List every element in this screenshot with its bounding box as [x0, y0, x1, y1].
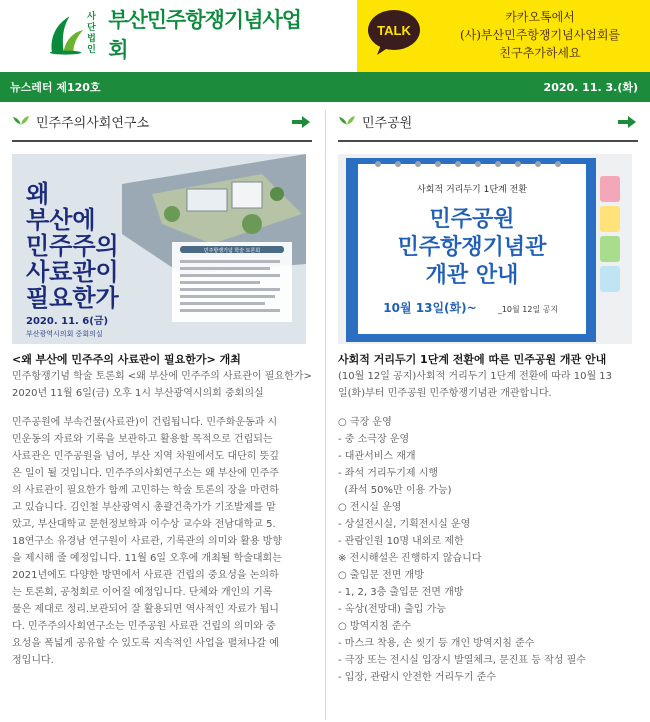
more-arrow-icon[interactable] — [292, 116, 310, 128]
symposium-poster[interactable] — [12, 154, 306, 344]
poster-venue: 부산광역시의회 중회의실 — [26, 330, 103, 338]
list-item: - 입장, 관람시 안전한 거리두기 준수 — [338, 672, 496, 683]
body-line: 았고, 부산대학교 문헌정보학과 이수상 교수와 전남대학교 5. — [12, 519, 276, 530]
section-header-park — [338, 102, 638, 142]
logo[interactable] — [46, 6, 316, 62]
poster-date: 2020. 11. 6(금) — [26, 316, 109, 327]
article-subtitle: 민주항쟁기념 학술 토론회 <왜 부산에 민주주의 사료관이 필요한가> — [12, 371, 312, 382]
kakao-talk-label: TALK — [377, 23, 411, 38]
subtitle-line: (10월 12일 공지)사회적 거리두기 1단계 전환에 따라 10월 13 — [338, 371, 613, 382]
poster-line-5: 필요한가 — [26, 284, 119, 312]
more-arrow-icon[interactable] — [618, 116, 636, 128]
article-subtitle — [338, 368, 638, 402]
kakao-talk-icon — [367, 9, 421, 57]
list-item: - 관람인원 10명 내외로 제한 — [338, 536, 464, 547]
notice-list — [338, 414, 638, 686]
list-item: (좌석 50%만 이용 가능) — [338, 485, 452, 496]
reopening-poster[interactable] — [338, 154, 632, 344]
poster-line-1: 민주공원 — [429, 207, 515, 232]
sprout-icon — [12, 114, 30, 128]
poster-badge: 민주항쟁기념 학술 토론회 — [203, 248, 261, 254]
logo-small-text — [87, 12, 104, 56]
list-item: ○ 출입문 전면 개방 — [338, 570, 424, 581]
list-item: - 극장 또는 전시실 입장시 발열체크, 문진표 등 작성 필수 — [338, 655, 586, 666]
list-item: ○ 전시실 운영 — [338, 502, 402, 513]
body-line: 사료관은 민주공원을 넘어, 부산 지역 차원에서도 대단히 뜻깊 — [12, 451, 279, 462]
poster-top: 사회적 거리두기 1단계 전환 — [417, 185, 527, 195]
list-item: - 중 소극장 운영 — [338, 434, 410, 445]
sprout-icon — [338, 114, 356, 128]
list-item: ○ 방역지침 준수 — [338, 621, 412, 632]
logo-mark-icon — [46, 12, 85, 56]
section-header-research — [12, 102, 312, 142]
poster-note: _10월 12일 공지 — [497, 305, 559, 314]
article-body — [12, 414, 312, 669]
newsletter-issue: 뉴스레터 제120호 — [10, 81, 101, 94]
list-item: ○ 극장 운영 — [338, 417, 392, 428]
article-title[interactable]: 사회적 거리두기 1단계 전환에 따른 민주공원 개관 안내 — [338, 353, 607, 366]
poster-line-3: 개관 안내 — [425, 263, 519, 288]
article-title[interactable]: <왜 부산에 민주주의 사료관이 필요한가> 개최 — [12, 353, 241, 366]
kakao-text — [435, 8, 645, 62]
body-line: 2021년에도 다양한 방면에서 사료관 건립의 중요성을 논의하 — [12, 570, 279, 581]
article-schedule: 2020년 11월 6일(금) 오후 1시 부산광역시의회 중회의실 — [12, 388, 264, 399]
poster-line-2: 민주항쟁기념관 — [397, 235, 547, 260]
poster-date: 10월 13일(화)~ — [383, 301, 477, 315]
list-item: - 1, 2, 3층 출입문 전면 개방 — [338, 587, 464, 598]
body-line: 을 제시해 줄 예정입니다. 11월 6일 오후에 개최될 학술대회는 — [12, 553, 282, 564]
kakao-line-2: (사)부산민주항쟁기념사업회를 — [459, 28, 621, 42]
logo-name: 부산민주항쟁기념사업회 — [108, 8, 302, 62]
kakao-line-1: 카카오톡에서 — [505, 10, 575, 24]
section-title: 민주공원 — [362, 115, 413, 131]
body-line: 는 토론회, 공청회로 이어질 예정입니다. 단체와 개인의 기록 — [12, 587, 273, 598]
body-line: 요성을 폭넓게 공유할 수 있도록 지속적인 사업을 펼쳐나갈 예 — [12, 638, 279, 649]
left-column — [12, 102, 312, 669]
newsletter-bar — [0, 72, 650, 102]
poster-line-3: 민주주의 — [26, 232, 119, 260]
content-columns — [0, 102, 650, 722]
body-line: 민주공원에 부속건물(사료관)이 건립됩니다. 민주화운동과 시 — [12, 417, 278, 428]
symposium-poster-image — [12, 154, 306, 344]
logo-small-1: 사단 — [87, 12, 96, 33]
kakao-banner[interactable] — [357, 0, 650, 72]
list-item: - 옥상(전망대) 출입 가능 — [338, 604, 446, 615]
poster-line-4: 사료관이 — [26, 258, 119, 286]
subtitle-line: 일(화)부터 민주공원 민주항쟁기념관 개관합니다. — [338, 388, 552, 399]
body-line: 의 사료관이 필요한가 함께 고민하는 학술 토론의 장을 마련하 — [12, 485, 279, 496]
right-column — [338, 102, 638, 686]
body-line: 다. 민주주의사회연구소는 민주공원 사료관 건립의 의미와 중 — [12, 621, 276, 632]
list-item: ※ 전시해설은 진행하지 않습니다 — [338, 553, 482, 564]
list-item: - 상설전시실, 기획전시실 운영 — [338, 519, 471, 530]
poster-line-1: 왜 — [26, 180, 50, 208]
newsletter-date: 2020. 11. 3.(화) — [543, 81, 638, 94]
logo-small-2: 법인 — [87, 34, 96, 55]
body-line: 고 있습니다. 김인철 부산광역시 총괄건축가가 기조발제를 맡 — [12, 502, 276, 513]
reopening-poster-image — [338, 154, 632, 344]
body-line: 물은 제대로 정리.보관되어 잘 활용되면 역사적인 자료가 됩니 — [12, 604, 279, 615]
list-item: - 대관서비스 재개 — [338, 451, 416, 462]
list-item: - 마스크 착용, 손 씻기 등 개인 방역지침 준수 — [338, 638, 535, 649]
body-line: 민운동의 자료와 기록을 보관하고 활용할 목적으로 건립되는 — [12, 434, 273, 445]
body-line: 정입니다. — [12, 655, 54, 666]
body-line: 18연구소 유경남 연구원이 사료관, 기록관의 의미와 활용 방향 — [12, 536, 282, 547]
list-item: - 좌석 거리두기제 시행 — [338, 468, 439, 479]
header — [0, 0, 650, 72]
kakao-line-3: 친구추가하세요 — [499, 46, 581, 60]
column-divider — [325, 110, 326, 720]
section-title: 민주주의사회연구소 — [36, 115, 150, 131]
body-line: 은 일이 될 것입니다. 민주주의사회연구소는 왜 부산에 민주주 — [12, 468, 279, 479]
poster-line-2: 부산에 — [26, 206, 96, 234]
